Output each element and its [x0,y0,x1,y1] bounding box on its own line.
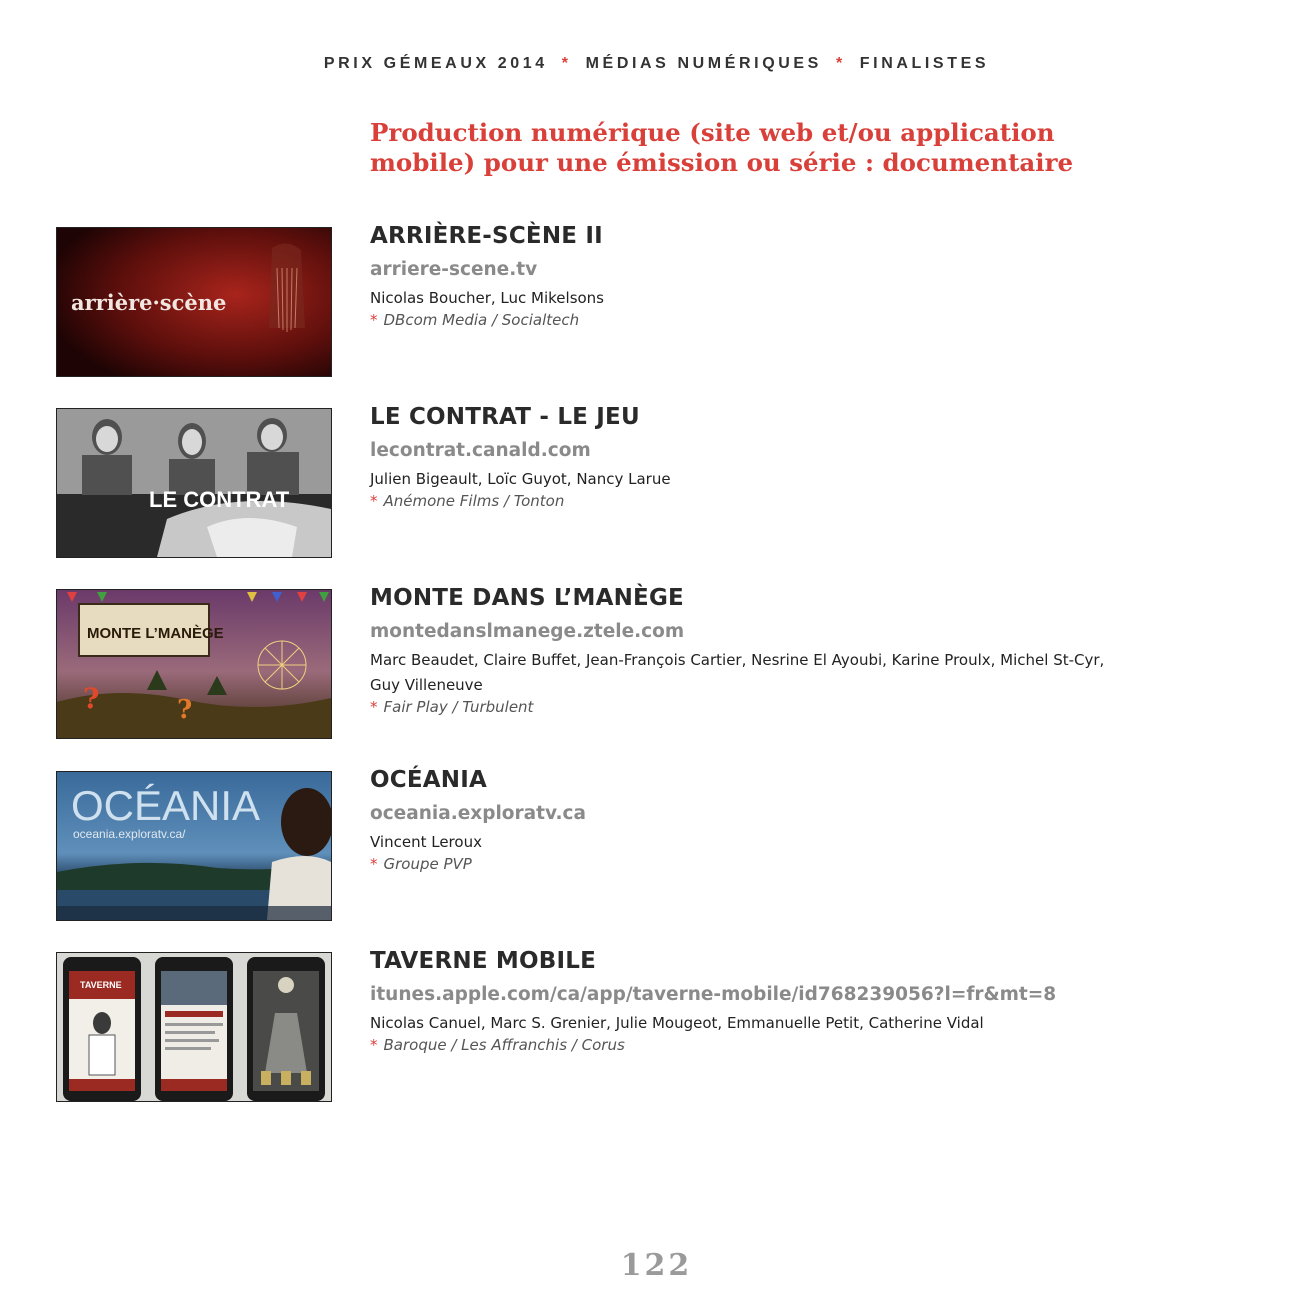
header-part-medias: MÉDIAS NUMÉRIQUES [585,55,822,72]
header-separator-star: * [835,55,846,72]
entry-credits: Vincent Leroux [370,833,482,851]
page-number: 122 [620,1248,693,1283]
running-header [0,55,1313,73]
thumbnail-le-contrat [56,408,332,558]
finalist-entry [0,223,1313,379]
arriere-scene-thumb-text: arrière·scène [71,290,227,315]
oceania-thumb-text: OCÉANIA [71,782,261,829]
finalist-entry [0,767,1313,923]
section-title-line-1: Production numérique (site web et/ou application [370,118,1055,147]
thumbnail-monte-dans-lmanege [56,589,332,739]
thumbnail-arriere-scene [56,227,332,377]
producer-star-icon: * [370,855,378,873]
entry-title: LE CONTRAT - LE JEU [370,404,640,430]
monte-dans-lmanege-thumbnail-image [57,590,331,738]
producers-text: Fair Play / Turbulent [383,698,534,716]
finalist-entry [0,404,1313,560]
oceania-thumb-subtext: oceania.exploratv.ca/ [73,827,186,841]
taverne-thumb-text: TAVERNE [80,980,122,990]
producer-star-icon: * [370,311,378,329]
entry-title: TAVERNE MOBILE [370,948,597,974]
producers-text: DBcom Media / Socialtech [383,311,580,329]
header-part-prix: PRIX GÉMEAUX 2014 [323,55,548,72]
thumbnail-oceania [56,771,332,921]
entry-producers [370,698,533,716]
entry-title: ARRIÈRE-SCÈNE II [370,223,603,249]
entry-title: OCÉANIA [370,767,487,793]
arriere-scene-thumbnail-image [57,228,331,376]
entry-credits: Julien Bigeault, Loïc Guyot, Nancy Larue [370,470,671,488]
monte-thumb-text: MONTE L’MANÈGE [87,625,224,642]
section-title-line-2: mobile) pour une émission ou série : documentaire [370,148,1074,177]
entry-url[interactable]: oceania.exploratv.ca [370,803,586,824]
section-title [370,118,1270,178]
producers-text: Anémone Films / Tonton [383,492,565,510]
finalist-entry [0,585,1313,741]
producers-text: Groupe PVP [383,855,472,873]
thumbnail-taverne-mobile [56,952,332,1102]
le-contrat-thumbnail-image [57,409,331,557]
svg-text:?: ? [83,682,100,715]
entry-title: MONTE DANS L’MANÈGE [370,585,684,611]
header-separator-star: * [561,55,572,72]
entry-producers [370,311,579,329]
entry-producers [370,492,564,510]
oceania-thumbnail-image [57,772,331,920]
producer-star-icon: * [370,698,378,716]
header-part-finalistes: FINALISTES [859,55,990,72]
producer-star-icon: * [370,492,378,510]
entry-credits: Nicolas Canuel, Marc S. Grenier, Julie Mougeot, Emmanuelle Petit, Catherine Vidal [370,1014,984,1032]
entry-credits: Nicolas Boucher, Luc Mikelsons [370,289,605,307]
finalist-entry [0,948,1313,1104]
svg-text:?: ? [177,695,193,725]
producers-text: Baroque / Les Affranchis / Corus [383,1036,625,1054]
entry-url[interactable]: arriere-scene.tv [370,259,538,280]
producer-star-icon: * [370,1036,378,1054]
entry-url[interactable]: lecontrat.canald.com [370,440,591,461]
le-contrat-thumb-text: LE CONTRAT [149,487,290,512]
taverne-mobile-thumbnail-image [57,953,331,1101]
entry-producers [370,1036,625,1054]
entry-producers [370,855,472,873]
entry-url[interactable]: montedanslmanege.ztele.com [370,621,685,642]
entry-url[interactable]: itunes.apple.com/ca/app/taverne-mobile/id768239056?l=fr&mt=8 [370,984,1057,1005]
entry-credits: Marc Beaudet, Claire Buffet, Jean-François Cartier, Nesrine El Ayoubi, Karine Proulx, Michel St-Cyr, Guy Villeneuve [370,651,1105,694]
